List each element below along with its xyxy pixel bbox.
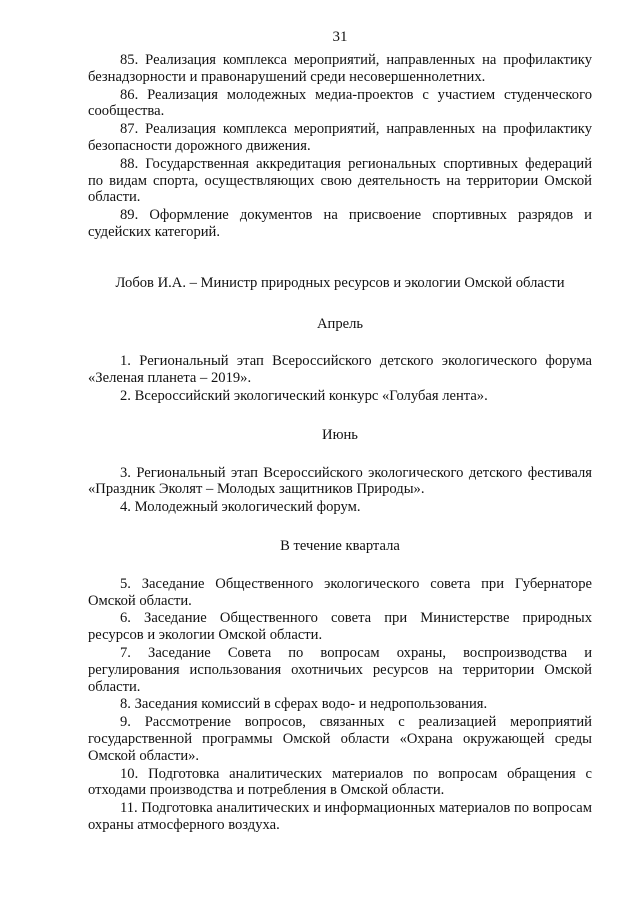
- page-number: 31: [332, 29, 348, 45]
- list-item: 86. Реализация молодежных медиа-проектов с участием студенческого сообщества.: [88, 86, 592, 120]
- list-item: 88. Государственная аккредитация региональных спортивных федераций по видам спорта, осуществляющих свою деятельность на территории Омской области.: [88, 155, 592, 206]
- list-item: 5. Заседание Общественного экологического совета при Губернаторе Омской области.: [88, 575, 592, 609]
- list-item: 8. Заседания комиссий в сферах водо- и недропользования.: [120, 696, 488, 713]
- list-item: 3. Региональный этап Всероссийского экологического детского фестиваля «Праздник Эколят – Молодых защитников Природы».: [88, 464, 592, 498]
- person-heading: Лобов И.А. – Министр природных ресурсов и экологии Омской области: [115, 274, 565, 291]
- section-heading: Апрель: [316, 315, 364, 332]
- section-heading: В течение квартала: [280, 537, 400, 554]
- list-item: 11. Подготовка аналитических и информационных материалов по вопросам охраны атмосферного воздуха.: [88, 800, 592, 833]
- section-june: [88, 427, 592, 516]
- list-item: 87. Реализация комплекса мероприятий, направленных на профилактику безопасности дорожного движения.: [88, 121, 592, 154]
- section-heading: Июнь: [322, 426, 358, 443]
- list-item: 89. Оформление документов на присвоение спортивных разрядов и судейских категорий.: [88, 207, 592, 240]
- list-item: 85. Реализация комплекса мероприятий, направленных на профилактику безнадзорности и правонарушений среди несовершеннолетних.: [88, 52, 592, 85]
- section-quarter: [88, 538, 592, 834]
- list-continued: [88, 52, 592, 241]
- list-item: 1. Региональный этап Всероссийского детского экологического форума «Зеленая планета – 2019».: [88, 353, 592, 387]
- list-item: 10. Подготовка аналитических материалов по вопросам обращения с отходами производства и потребления в Омской области.: [88, 765, 592, 799]
- list-item: 7. Заседание Совета по вопросам охраны, воспроизводства и регулирования использования охотничьих ресурсов на территории Омской области.: [88, 644, 592, 695]
- list-item: 2. Всероссийский экологический конкурс «Голубая лента».: [120, 387, 488, 404]
- list-item: 6. Заседание Общественного совета при Министерстве природных ресурсов и экологии Омской области.: [88, 610, 592, 644]
- section-april: [88, 316, 592, 405]
- list-item: 9. Рассмотрение вопросов, связанных с реализацией мероприятий государственной программы Омской области «Охрана окружающей среды Омской области».: [88, 714, 592, 764]
- list-item: 4. Молодежный экологический форум.: [120, 499, 361, 516]
